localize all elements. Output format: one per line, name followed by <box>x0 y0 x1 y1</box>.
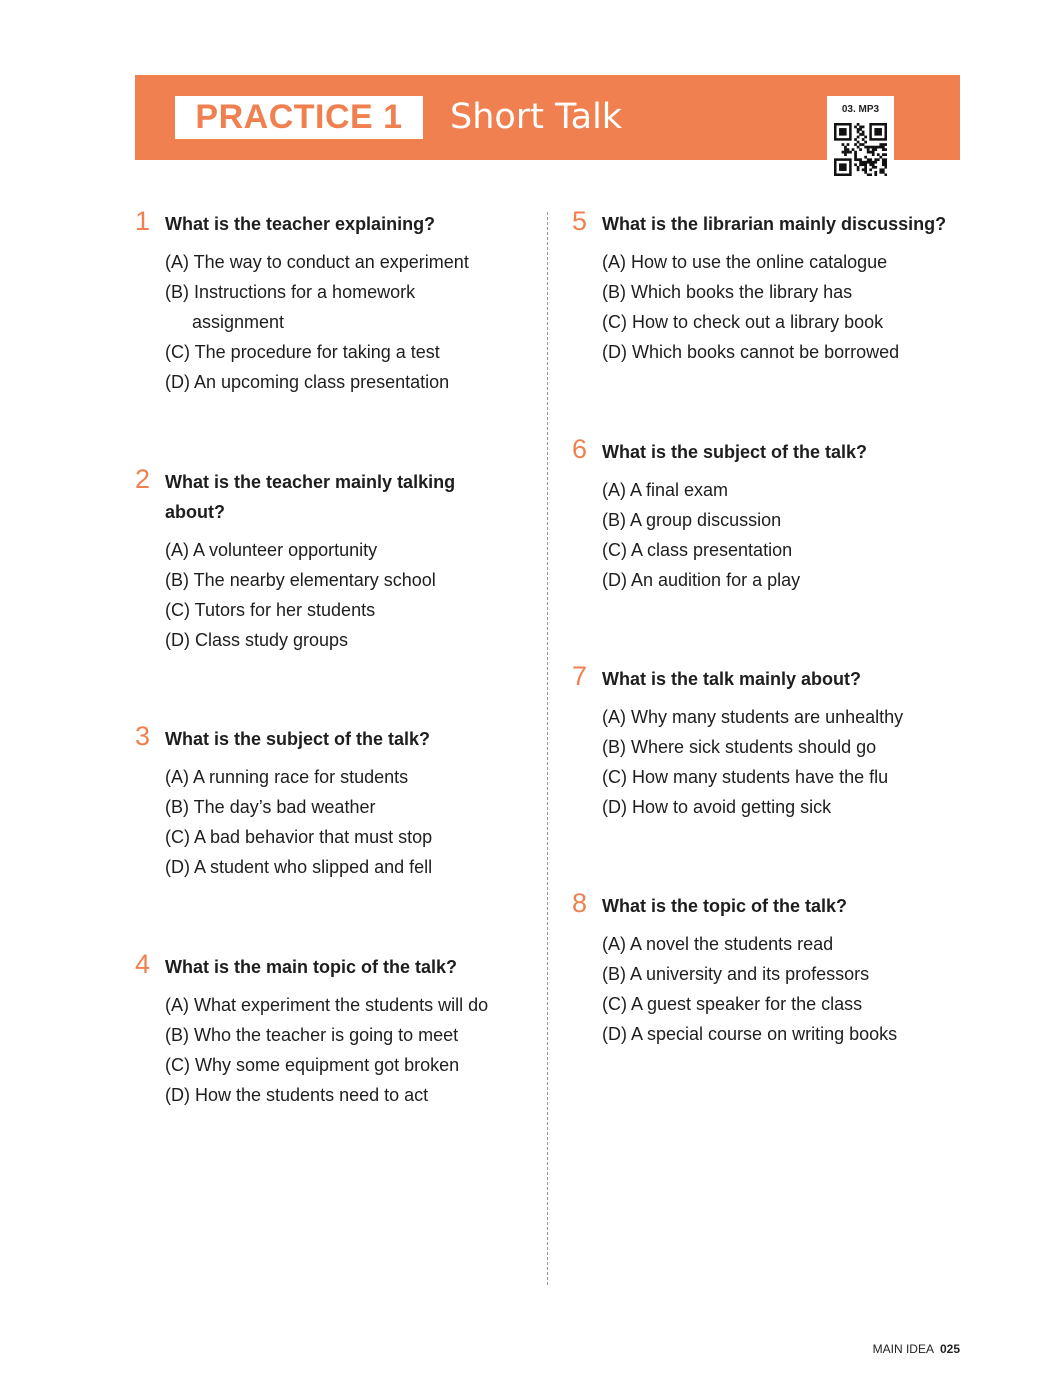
option-b[interactable]: (B) Which books the library has <box>602 282 853 302</box>
option-a[interactable]: (A) Why many students are unhealthy <box>602 707 904 727</box>
question-number: 5 <box>572 206 588 236</box>
answer-options <box>165 247 510 397</box>
option-d[interactable]: (D) Class study groups <box>165 630 349 650</box>
option-a[interactable]: (A) What experiment the students will do <box>165 995 489 1015</box>
question-number: 1 <box>135 206 151 236</box>
audio-file-label: 03. MP3 <box>841 104 880 115</box>
option-b[interactable]: (B) Who the teacher is going to meet <box>165 1025 459 1045</box>
question-text: What is the teacher explaining? <box>165 214 436 234</box>
option-c[interactable]: (C) A guest speaker for the class <box>602 994 863 1014</box>
option-d[interactable]: (D) A special course on writing books <box>602 1024 898 1044</box>
answer-options <box>165 762 510 882</box>
option-c[interactable]: (C) Why some equipment got broken <box>165 1055 460 1075</box>
option-b[interactable]: (B) Where sick students should go <box>602 737 877 757</box>
question-text: What is the topic of the talk? <box>602 896 848 916</box>
question-text: What is the subject of the talk? <box>602 442 868 462</box>
question-number: 8 <box>572 888 588 918</box>
section-title: Short Talk <box>450 97 623 137</box>
audio-box[interactable] <box>827 96 894 178</box>
page-footer <box>873 1342 960 1356</box>
option-c[interactable]: (C) The procedure for taking a test <box>165 342 440 362</box>
question-text: What is the librarian mainly discussing? <box>602 214 947 234</box>
question-text: What is the main topic of the talk? <box>165 957 458 977</box>
option-a[interactable]: (A) The way to conduct an experiment <box>165 252 469 272</box>
option-b[interactable]: (B) The day’s bad weather <box>165 797 376 817</box>
option-c[interactable]: (C) How to check out a library book <box>602 312 884 332</box>
option-b[interactable]: (B) A group discussion <box>602 510 782 530</box>
question-number: 4 <box>135 949 151 979</box>
option-c[interactable]: (C) A class presentation <box>602 540 793 560</box>
option-c[interactable]: (C) How many students have the flu <box>602 767 889 787</box>
option-d[interactable]: (D) An audition for a play <box>602 570 801 590</box>
option-d[interactable]: (D) An upcoming class presentation <box>165 372 450 392</box>
question-text: What is the subject of the talk? <box>165 729 431 749</box>
option-c[interactable]: (C) Tutors for her students <box>165 600 376 620</box>
question-text: What is the teacher mainly talking about? <box>165 472 456 522</box>
answer-options <box>165 535 510 655</box>
option-a[interactable]: (A) How to use the online catalogue <box>602 252 888 272</box>
option-b[interactable]: (B) Instructions for a homework assignment <box>165 282 416 332</box>
page-number: 025 <box>939 1342 960 1356</box>
answer-options <box>602 702 947 822</box>
question-number: 2 <box>135 464 151 494</box>
option-d[interactable]: (D) How to avoid getting sick <box>602 797 832 817</box>
question-text: What is the talk mainly about? <box>602 669 862 689</box>
option-a[interactable]: (A) A volunteer opportunity <box>165 540 378 560</box>
question-number: 6 <box>572 434 588 464</box>
option-b[interactable]: (B) The nearby elementary school <box>165 570 436 590</box>
answer-options <box>602 929 972 1049</box>
option-b[interactable]: (B) A university and its professors <box>602 964 870 984</box>
footer-section-name: MAIN IDEA <box>872 1342 934 1356</box>
answer-options <box>602 247 947 367</box>
question-number: 3 <box>135 721 151 751</box>
option-a[interactable]: (A) A final exam <box>602 480 729 500</box>
answer-options <box>165 990 545 1110</box>
qr-code-icon[interactable] <box>834 123 887 176</box>
option-a[interactable]: (A) A novel the students read <box>602 934 834 954</box>
option-a[interactable]: (A) A running race for students <box>165 767 409 787</box>
answer-options <box>602 475 947 595</box>
option-d[interactable]: (D) Which books cannot be borrowed <box>602 342 900 362</box>
practice-label-box <box>175 96 423 139</box>
practice-label: PRACTICE 1 <box>195 98 403 136</box>
option-c[interactable]: (C) A bad behavior that must stop <box>165 827 433 847</box>
question-number: 7 <box>572 661 588 691</box>
option-d[interactable]: (D) A student who slipped and fell <box>165 857 433 877</box>
column-divider <box>547 212 548 1285</box>
option-d[interactable]: (D) How the students need to act <box>165 1085 429 1105</box>
